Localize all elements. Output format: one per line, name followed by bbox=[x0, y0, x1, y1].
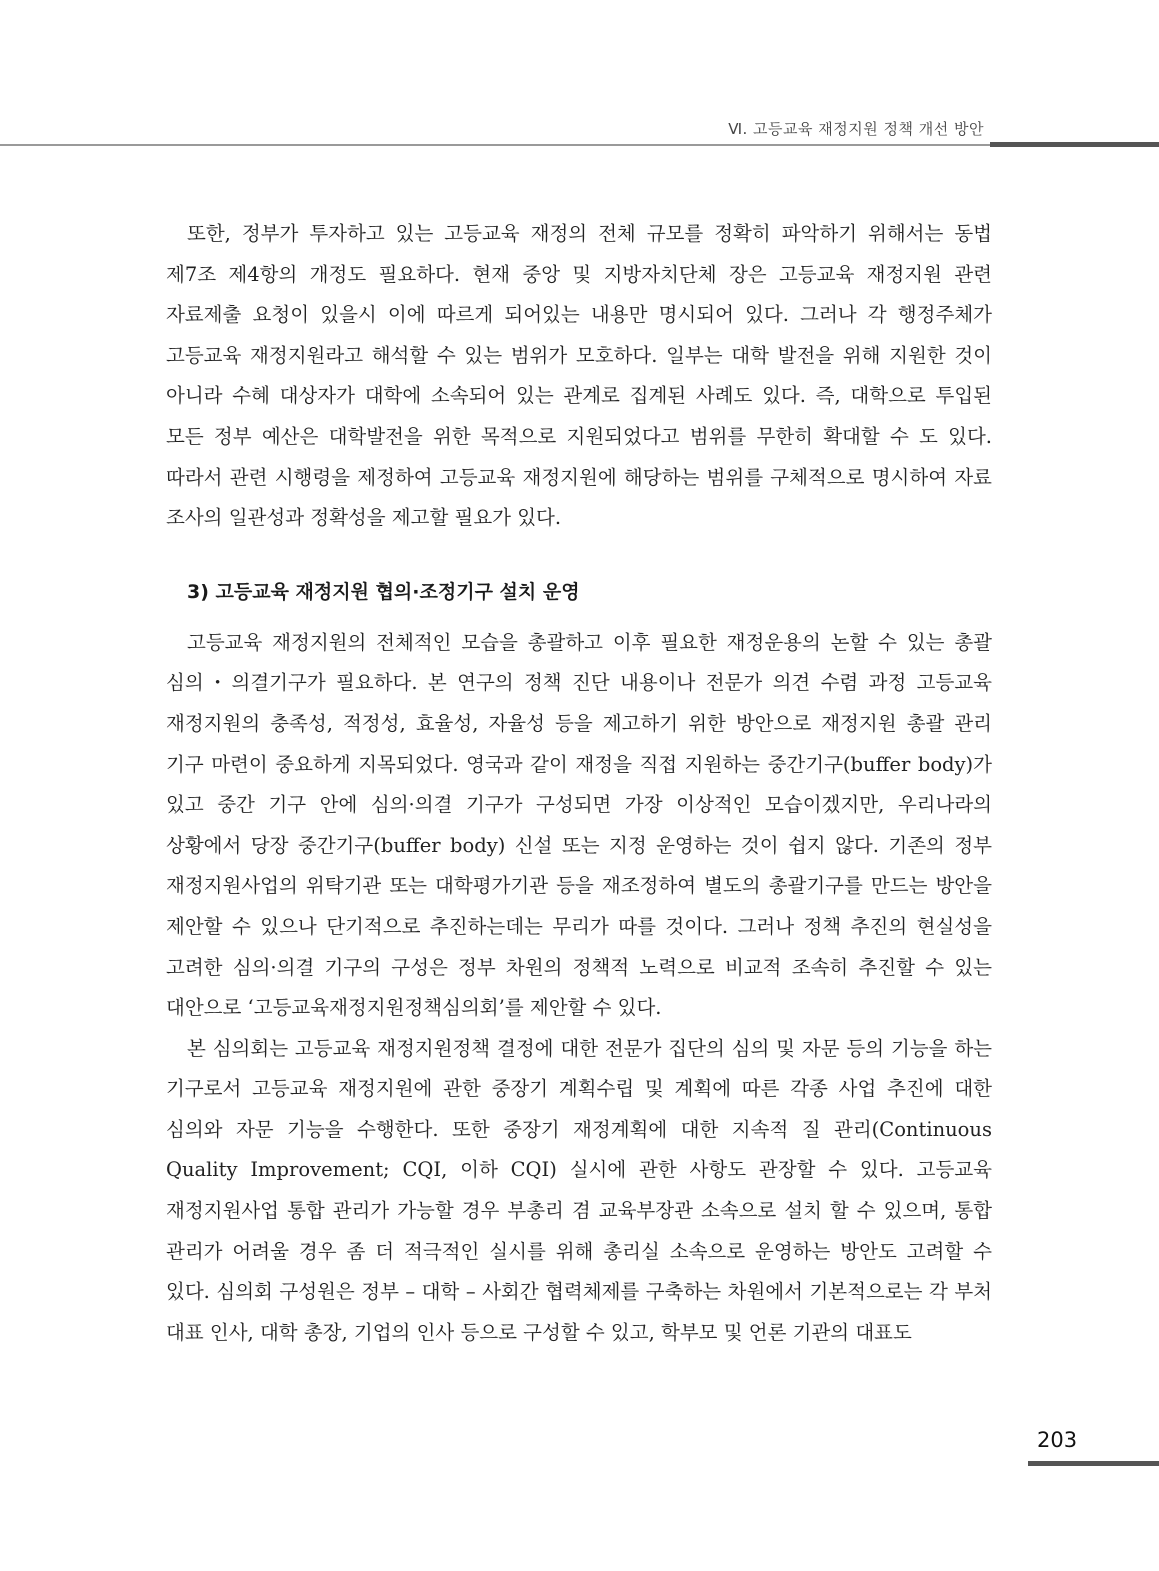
page-content bbox=[166, 214, 992, 1353]
footer-rule bbox=[1028, 1461, 1159, 1466]
header-rule-accent bbox=[990, 142, 1159, 147]
body-paragraph-3: 본 심의회는 고등교육 재정지원정책 결정에 대한 전문가 집단의 심의 및 자문 등의 기능을 하는 기구로서 고등교육 재정지원에 관한 중장기 계획수립 및 계획에 따른 각종 사업 추진에 대한 심의와 자문 기능을 수행한다. 또한 중장기 재정계획에 대한 지속적 질 관리(Continuous Quality Improvement; CQI, 이하 CQI) 실시에 관한 사항도 관장할 수 있다. 고등교육 재정지원사업 통합 관리가 가능할 경우 부총리 겸 교육부장관 소속으로 설치 할 수 있으며, 통합 관리가 어려울 경우 좀 더 적극적인 실시를 위해 총리실 소속으로 운영하는 방안도 고려할 수 있다. 심의회 구성원은 정부 – 대학 – 사회간 협력체제를 구축하는 차원에서 기본적으로는 각 부처 대표 인사, 대학 총장, 기업의 인사 등으로 구성할 수 있고, 학부모 및 언론 기관의 대표도 bbox=[166, 1036, 992, 1344]
header-rule bbox=[0, 144, 990, 146]
body-paragraph-2: 고등교육 재정지원의 전체적인 모습을 총괄하고 이후 필요한 재정운용의 논할 수 있는 총괄 심의・의결기구가 필요하다. 본 연구의 정책 진단 내용이나 전문가 의견 수렴 과정 고등교육 재정지원의 충족성, 적정성, 효율성, 자율성 등을 제고하기 위한 방안으로 재정지원 총괄 관리 기구 마련이 중요하게 지목되었다. 영국과 같이 재정을 직접 지원하는 중간기구(buffer body)가 있고 중간 기구 안에 심의·의결 기구가 구성되면 가장 이상적인 모습이겠지만, 우리나라의 상황에서 당장 중간기구(buffer body) 신설 또는 지정 운영하는 것이 쉽지 않다. 기존의 정부 재정지원사업의 위탁기관 또는 대학평가기관 등을 재조정하여 별도의 총괄기구를 만드는 방안을 제안할 수 있으나 단기적으로 추진하는데는 무리가 따를 것이다. 그러나 정책 추진의 현실성을 고려한 심의·의결 기구의 구성은 정부 차원의 정책적 노력으로 비교적 조속히 추진할 수 있는 대안으로 ‘고등교육재정지원정책심의회’를 제안할 수 있다. bbox=[166, 630, 992, 1020]
section-heading: 3) 고등교육 재정지원 협의·조정기구 설치 운영 bbox=[187, 580, 580, 603]
page-number: 203 bbox=[1037, 1428, 1078, 1452]
body-paragraph-1: 또한, 정부가 투자하고 있는 고등교육 재정의 전체 규모를 정확히 파악하기 위해서는 동법 제7조 제4항의 개정도 필요하다. 현재 중앙 및 지방자치단체 장은 고등교육 재정지원 관련 자료제출 요청이 있을시 이에 따르게 되어있는 내용만 명시되어 있다. 그러나 각 행정주체가 고등교육 재정지원라고 해석할 수 있는 범위가 모호하다. 일부는 대학 발전을 위해 지원한 것이 아니라 수혜 대상자가 대학에 소속되어 있는 관계로 집계된 사례도 있다. 즉, 대학으로 투입된 모든 정부 예산은 대학발전을 위한 목적으로 지원되었다고 범위를 무한히 확대할 수 도 있다. 따라서 관련 시행령을 제정하여 고등교육 재정지원에 해당하는 범위를 구체적으로 명시하여 자료 조사의 일관성과 정확성을 제고할 필요가 있다. bbox=[166, 222, 992, 530]
running-header: Ⅵ. 고등교육 재정지원 정책 개선 방안 bbox=[728, 120, 984, 138]
